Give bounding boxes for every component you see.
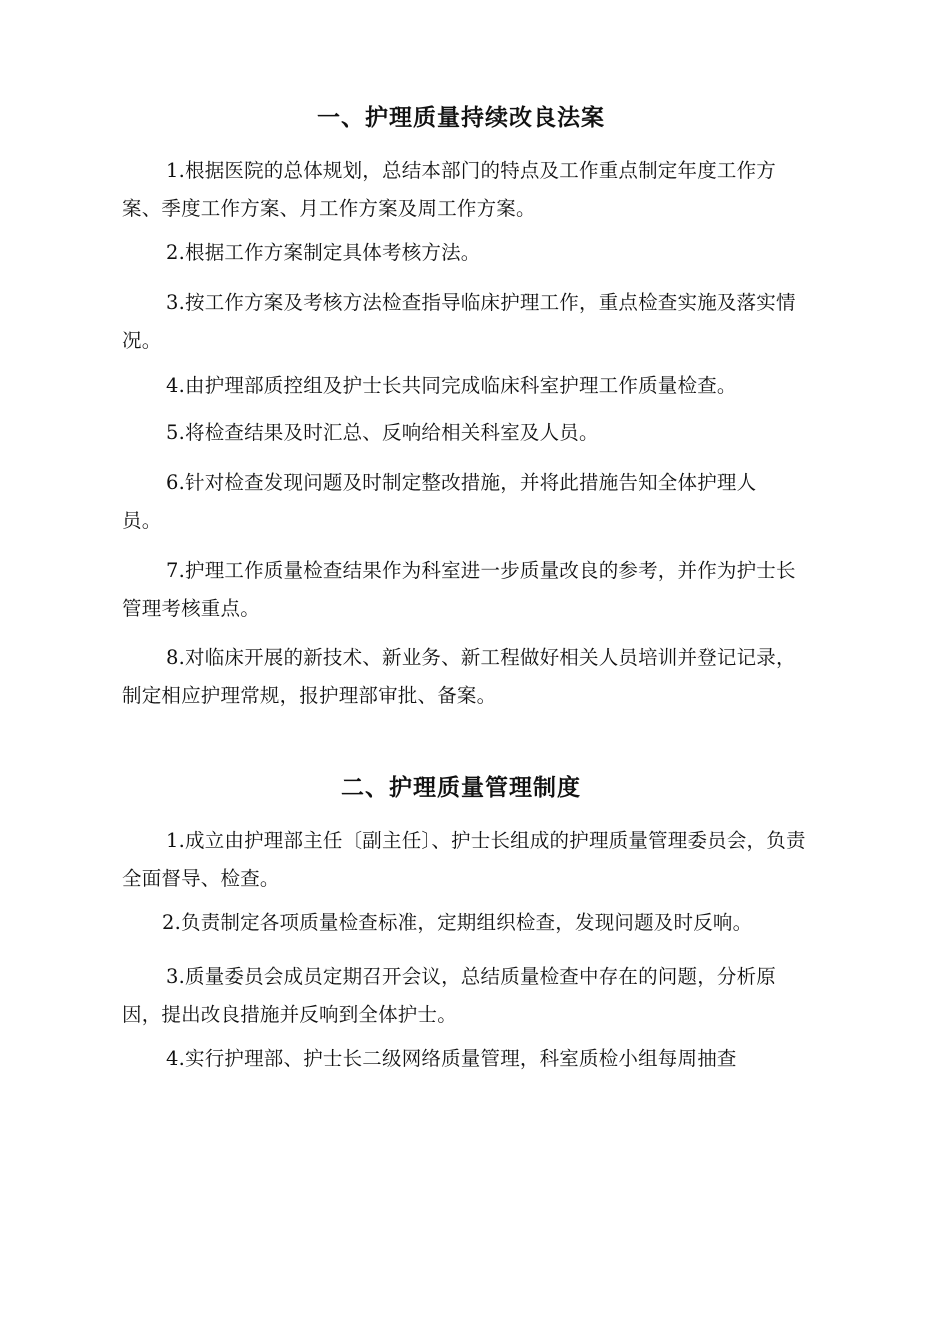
- section-1-paragraph-2: 2.根据工作方案制定具体考核方法。: [166, 241, 481, 264]
- section-1-paragraph-3: 3.按工作方案及考核方法检查指导临床护理工作，重点检查实施及落实情况。: [122, 291, 796, 352]
- section-2-paragraph-3: 3.质量委员会成员定期召开会议，总结质量检查中存在的问题，分析原因，提出改良措施并反响到全体护士。: [122, 965, 777, 1026]
- section-1-paragraph-1: 1.根据医院的总体规划，总结本部门的特点及工作重点制定年度工作方案、季度工作方案、月工作方案及周工作方案。: [122, 159, 777, 220]
- section-2-title: 二、护理质量管理制度: [341, 775, 581, 801]
- section-1-paragraph-4: 4.由护理部质控组及护士长共同完成临床科室护理工作质量检查。: [166, 374, 737, 397]
- section-2-paragraph-4: 4.实行护理部、护士长二级网络质量管理，科室质检小组每周抽查: [166, 1047, 737, 1070]
- section-1-paragraph-5: 5.将检查结果及时汇总、反响给相关科室及人员。: [166, 421, 599, 444]
- section-2-paragraph-1: 1.成立由护理部主任〔副主任〕、护士长组成的护理质量管理委员会，负责全面督导、检查。: [122, 829, 806, 890]
- section-1-paragraph-6: 6.针对检查发现问题及时制定整改措施，并将此措施告知全体护理人员。: [122, 471, 757, 532]
- section-1-paragraph-8: 8.对临床开展的新技术、新业务、新工程做好相关人员培训并登记记录，制定相应护理常规，报护理部审批、备案。: [122, 646, 796, 707]
- section-2-paragraph-2: 2.负责制定各项质量检查标准，定期组织检查，发现问题及时反响。: [162, 911, 753, 934]
- section-1-title: 一、护理质量持续改良法案: [317, 105, 605, 131]
- section-1-paragraph-7: 7.护理工作质量检查结果作为科室进一步质量改良的参考，并作为护士长管理考核重点。: [122, 559, 796, 620]
